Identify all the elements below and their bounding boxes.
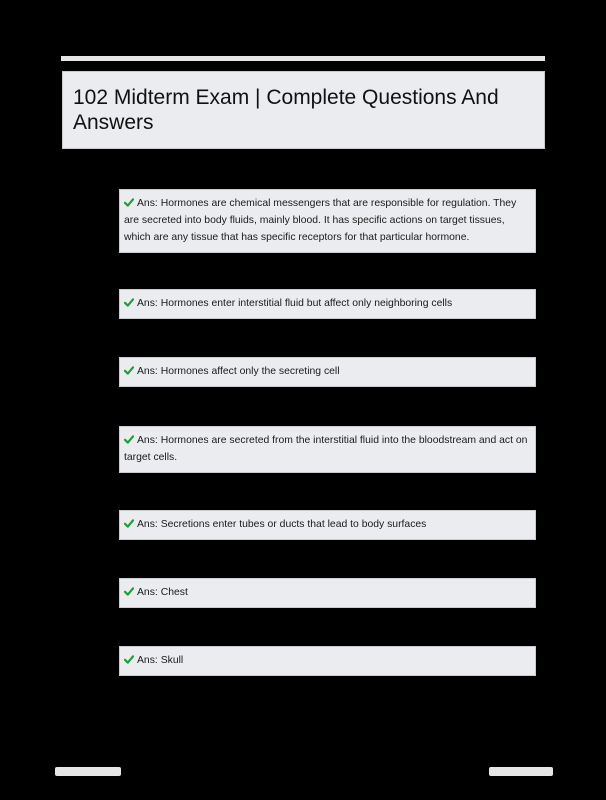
- answer-prefix: Ans:: [137, 655, 158, 666]
- answer-box-5: [119, 510, 536, 540]
- answer-prefix: Ans:: [137, 366, 158, 377]
- answer-box-6: [119, 578, 536, 608]
- answer-prefix: Ans:: [137, 587, 158, 598]
- check-icon: [124, 587, 134, 596]
- check-icon: [124, 435, 134, 444]
- answer-box-7: [119, 646, 536, 676]
- check-icon: [124, 366, 134, 375]
- answer-prefix: Ans:: [137, 198, 158, 209]
- title-box: [62, 71, 545, 149]
- answer-text: Hormones are chemical messengers that are responsible for regulation. They are secreted into body fluids, mainly blood. It has specific actions on target tissues, which are any tissue that has specific receptors for that particular hormone.: [124, 198, 517, 243]
- answer-prefix: Ans:: [137, 519, 158, 530]
- check-icon: [124, 655, 134, 664]
- check-icon: [124, 519, 134, 528]
- answer-text: Hormones affect only the secreting cell: [160, 366, 340, 377]
- check-icon: [124, 198, 134, 207]
- answer-box-2: [119, 289, 536, 319]
- answer-text: Chest: [160, 587, 188, 598]
- answer-box-3: [119, 357, 536, 387]
- footer-watermark-left: [55, 767, 121, 776]
- page-title: 102 Midterm Exam | Complete Questions And Answers: [73, 86, 499, 134]
- answer-box-4: [119, 426, 536, 473]
- answer-text: Hormones enter interstitial fluid but affect only neighboring cells: [160, 298, 453, 309]
- check-icon: [124, 298, 134, 307]
- top-divider: [61, 56, 545, 61]
- answer-text: Secretions enter tubes or ducts that lead to body surfaces: [160, 519, 427, 530]
- footer-page-number: [489, 767, 553, 776]
- answer-prefix: Ans:: [137, 298, 158, 309]
- answer-text: Hormones are secreted from the interstitial fluid into the bloodstream and act on target cells.: [124, 435, 528, 463]
- answer-text: Skull: [160, 655, 184, 666]
- answer-prefix: Ans:: [137, 435, 158, 446]
- answer-box-1: [119, 189, 536, 253]
